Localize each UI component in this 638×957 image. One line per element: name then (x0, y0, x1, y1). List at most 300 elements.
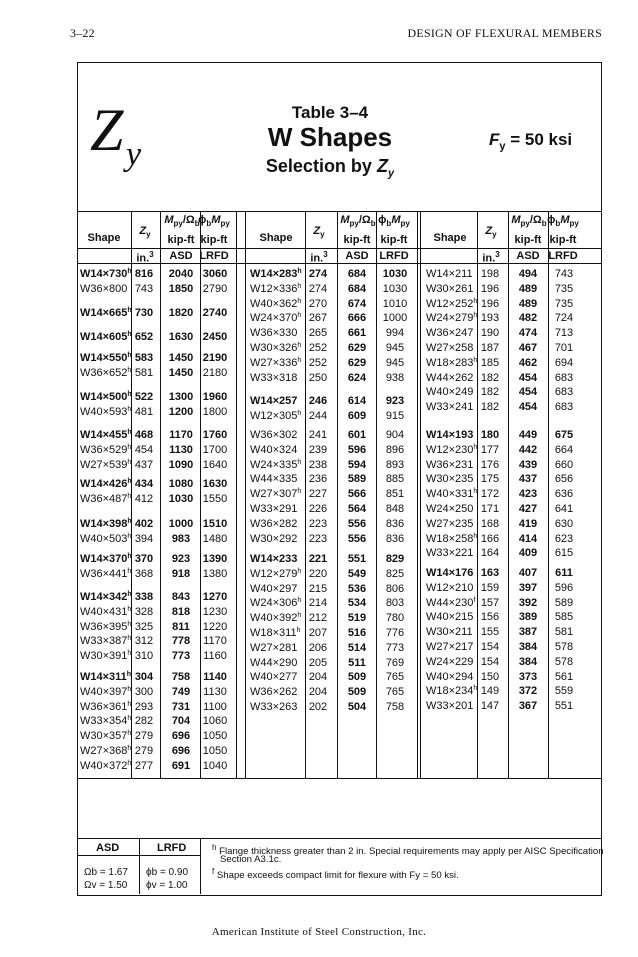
mpy-lrfd-value: 694 (554, 356, 574, 369)
mpy-lrfd-value: 1050 (202, 745, 228, 757)
shape-footnote-mark: h (127, 391, 132, 398)
table-row (250, 656, 417, 670)
shape-designation (426, 400, 473, 414)
mpy-lrfd-value: 765 (385, 671, 405, 684)
mpy-omega: /Ω (529, 214, 542, 226)
phi-b: ϕb = 0.90 (146, 867, 189, 878)
shape-name: W14×665 (80, 307, 128, 319)
mpy-asd-value: 489 (518, 297, 538, 310)
shape-designation (80, 670, 131, 684)
table-row (426, 443, 588, 457)
header-kipft-lrfd (195, 234, 233, 246)
yield-stress (489, 130, 572, 152)
mpy-asd-value: 1130 (169, 443, 193, 456)
zy-value: 293 (134, 700, 154, 713)
table-row (80, 458, 236, 472)
table-row (250, 611, 417, 625)
shape-footnote-mark: h (297, 356, 302, 364)
mpy-lrfd-value: 765 (385, 686, 405, 699)
shape-footnote-mark: h (473, 443, 478, 451)
shape-designation (250, 356, 301, 370)
mpy-lrfd-value: 1390 (202, 553, 228, 565)
shape-name: W12×230 (426, 443, 474, 456)
table-row (426, 684, 588, 698)
mpy-asd-value: 514 (347, 641, 367, 654)
zy-value: 223 (308, 517, 328, 530)
mpy-asd-value: 983 (171, 532, 191, 545)
shape-footnote-mark: h (126, 671, 132, 678)
mpy-lrfd-value: 713 (554, 327, 574, 340)
mpy-lrfd-value: 776 (385, 627, 405, 639)
subtitle-sub: y (387, 167, 395, 180)
mpy-lrfd-value: 769 (385, 656, 405, 669)
shape-name: W12×252 (426, 297, 474, 310)
mpy-asd-value: 923 (171, 553, 191, 565)
asd-text: ASD (345, 250, 369, 262)
shape-name: W14×370 (80, 553, 128, 565)
mpy-asd-value: 918 (171, 567, 191, 580)
shape-name: W40×331 (426, 488, 474, 501)
shape-designation (80, 649, 131, 663)
shape-designation (250, 685, 297, 699)
shape-footnote-mark: h (127, 352, 132, 359)
mpy-lrfd-value: 1800 (202, 405, 228, 418)
shape-designation (80, 267, 132, 281)
shape-designation (250, 582, 297, 596)
mpy-asd-value: 609 (347, 409, 367, 422)
mpy-lrfd-value: 1700 (202, 443, 228, 456)
mpy-lrfd-value: 630 (554, 517, 574, 530)
lrfd-text: LRFD (548, 250, 578, 262)
shape-designation (250, 656, 297, 670)
kipft-text: kip-ft (200, 234, 228, 246)
shape-name: W33×318 (250, 371, 298, 384)
table-row (80, 620, 236, 634)
shape-footnote-mark: h (127, 685, 132, 693)
table-row (80, 605, 236, 619)
table-row (80, 649, 236, 663)
shape-designation (426, 371, 473, 385)
mpy-lrfd-value: 915 (385, 409, 405, 422)
shape-designation (426, 670, 473, 684)
shape-name: W36×652 (80, 366, 128, 379)
shape-name: W18×283 (426, 356, 474, 369)
mpy-lrfd-value: 904 (385, 429, 405, 441)
zy-value: 274 (308, 268, 328, 280)
shape-footnote-mark: h (127, 553, 132, 560)
mpy-asd-value: 556 (347, 532, 367, 545)
shape-designation (426, 566, 473, 580)
table-row (426, 282, 588, 296)
header-zy-text: Z (139, 225, 147, 237)
header-divider-1 (77, 248, 602, 249)
header-zy (476, 225, 506, 239)
mpy-asd-value: 454 (518, 401, 538, 414)
mpy-asd-value: 661 (347, 327, 367, 340)
shape-designation (80, 759, 131, 773)
shape-name: W40×503 (80, 532, 128, 545)
shape-name: W27×258 (426, 342, 474, 354)
shape-designation (250, 394, 297, 408)
kipft-text: kip-ft (549, 234, 577, 246)
table-row (426, 341, 588, 355)
table-row (80, 552, 236, 566)
table-row (250, 311, 417, 325)
phi-v: ϕv = 1.00 (146, 880, 188, 891)
mpy-asd-value: 601 (347, 429, 367, 441)
footer-lrfd-label: LRFD (157, 842, 187, 854)
mpy-asd-value: 1820 (168, 307, 194, 319)
zy-value: 274 (308, 282, 328, 295)
mpy-lrfd-value: 636 (554, 488, 574, 501)
mpy-lrfd-value: 578 (554, 655, 574, 668)
shape-name: W14×500 (80, 391, 128, 403)
mpy-lrfd-value: 851 (385, 488, 405, 501)
footer-asd-label: ASD (96, 842, 120, 854)
shape-footnote-mark: h (297, 567, 302, 575)
zy-value: 176 (480, 458, 500, 471)
table-row (80, 405, 236, 419)
row-group (250, 428, 417, 546)
mpy-lrfd-value: 1220 (202, 620, 228, 633)
mpy-lrfd-value: 945 (385, 356, 405, 369)
shape-designation (250, 552, 297, 566)
lrfd-text: LRFD (199, 250, 229, 262)
shape-footnote-mark: h (297, 268, 302, 275)
shape-designation (80, 729, 131, 743)
table-row (426, 297, 588, 311)
mpy-lrfd-value: 683 (554, 386, 574, 399)
mpy-lrfd-value: 885 (385, 473, 405, 486)
shape-footnote-mark: h (127, 518, 132, 525)
mpy-lrfd-value: 1100 (203, 700, 227, 713)
shape-name: W36×800 (80, 282, 128, 295)
header-in3-text: in. (310, 252, 324, 265)
shape-footnote-mark: h (127, 492, 132, 500)
shape-footnote-mark: h (127, 715, 132, 723)
asd-text: ASD (516, 250, 540, 262)
mpy-asd-value: 843 (171, 591, 191, 603)
shape-footnote-mark: h (473, 488, 478, 496)
shape-name: W24×229 (426, 655, 474, 668)
table-row (80, 670, 236, 684)
header-shape-text: Shape (87, 232, 121, 244)
mpy-lrfd-value: 743 (554, 268, 574, 280)
shape-name: W44×230 (426, 596, 474, 609)
row-group (80, 306, 236, 321)
mpy-asd-value: 1080 (168, 478, 194, 490)
shape-designation (426, 546, 473, 560)
mpy-asd-value: 549 (347, 567, 367, 580)
table-row (80, 390, 236, 404)
mpy-lrfd-value: 724 (554, 312, 574, 325)
zy-value: 198 (480, 268, 500, 280)
table-row (426, 356, 588, 370)
zy-value: 177 (480, 443, 500, 456)
mpy-lrfd-value: 1030 (382, 282, 408, 295)
row-group (80, 267, 236, 297)
zy-value: 239 (308, 443, 328, 456)
factor-divider-right (200, 838, 201, 894)
shape-name: W12×305 (250, 409, 298, 422)
table-row (426, 532, 588, 546)
phi-sub: b (386, 219, 392, 229)
mpy-asd-value: 629 (347, 342, 367, 354)
mpy-lrfd-value: 581 (554, 626, 574, 639)
zy-value: 412 (134, 492, 154, 505)
header-asd (509, 250, 547, 262)
shape-name: W33×221 (426, 547, 474, 560)
zy-value: 522 (134, 391, 154, 403)
shape-footnote-mark: h (127, 650, 132, 658)
mpy-omega-sub: b (194, 219, 200, 229)
zy-value: 244 (308, 409, 328, 422)
mpy-lrfd-value: 848 (385, 503, 405, 515)
table-row (250, 341, 417, 355)
mpy-asd-value: 684 (347, 268, 367, 280)
mpy-omega: /Ω (182, 214, 195, 226)
mpy-lrfd-value: 1230 (202, 605, 228, 618)
zy-value: 159 (480, 581, 500, 594)
shape-name: W18×311 (250, 627, 297, 639)
phi-sub: b (555, 219, 561, 229)
kipft-text: kip-ft (380, 234, 408, 246)
header-lrfd (195, 250, 233, 262)
mpy-asd-value: 462 (518, 356, 538, 369)
shape-footnote-mark: f (473, 596, 476, 604)
row-group (80, 428, 236, 472)
zy-value: 190 (480, 327, 500, 340)
zy-value: 187 (480, 342, 500, 354)
row-group (250, 552, 417, 715)
shape-designation (250, 297, 301, 311)
shape-name: W40×431 (80, 605, 128, 618)
mpy-asd-value: 494 (518, 268, 538, 280)
phi-m: M (391, 214, 401, 226)
fy-value: = 50 ksi (505, 130, 573, 149)
shape-footnote-mark: h (297, 409, 302, 417)
zy-value: 180 (480, 429, 500, 441)
shape-designation (80, 700, 131, 714)
mpy-asd-value: 696 (171, 730, 191, 743)
header-kipft-asd (338, 234, 376, 246)
row-group (250, 394, 417, 424)
zy-value: 304 (134, 671, 154, 683)
table-row (250, 267, 417, 281)
shape-name: W14×311 (80, 671, 127, 683)
mpy-lrfd-value: 623 (554, 532, 574, 545)
shape-designation (250, 267, 302, 281)
zy-value: 207 (308, 627, 328, 639)
phi-m-sub: py (569, 219, 579, 229)
table-row (250, 582, 417, 596)
shape-footnote-mark: h (127, 567, 132, 575)
shape-name: W40×324 (250, 443, 298, 456)
mpy-asd-value: 624 (347, 371, 367, 384)
mpy-lrfd-value: 1640 (202, 458, 228, 471)
row-group (426, 566, 588, 714)
mpy-asd-value: 1450 (168, 366, 194, 379)
table-row (80, 590, 236, 604)
mpy-asd-value: 414 (518, 532, 538, 545)
header-kipft-lrfd (544, 234, 582, 246)
shape-footnote-mark: h (127, 429, 132, 436)
header-phi-mpy (195, 214, 233, 228)
table-row (250, 297, 417, 311)
shape-designation (80, 567, 131, 581)
shape-footnote-mark: h (297, 612, 302, 620)
table-row (426, 655, 588, 669)
mpy-asd-value: 1630 (168, 331, 194, 343)
shape-designation (80, 685, 131, 699)
header-phi-mpy (375, 214, 413, 228)
mpy-asd-value: 566 (347, 488, 367, 501)
column-divider (420, 211, 421, 779)
mpy-asd-value: 367 (518, 700, 538, 713)
table-row (80, 634, 236, 648)
table-row (80, 685, 236, 699)
mpy-lrfd-value: 923 (385, 395, 405, 407)
table-row (80, 282, 236, 296)
mpy-lrfd-value: 589 (554, 596, 574, 609)
mpy-asd-value: 551 (347, 553, 367, 565)
shape-name: W30×357 (80, 730, 128, 743)
zy-value: 238 (308, 458, 328, 471)
table-row (426, 487, 588, 501)
mpy-lrfd-value: 551 (554, 700, 574, 713)
header-in3 (476, 250, 506, 265)
shape-designation (426, 640, 473, 654)
table-row (250, 487, 417, 501)
fy-sub: y (499, 140, 506, 153)
shape-name: W12×210 (426, 581, 474, 594)
shape-name: W27×336 (250, 356, 298, 369)
mpy-lrfd-value: 1000 (382, 312, 408, 325)
mpy-asd-value: 556 (347, 517, 367, 530)
shape-designation (250, 282, 301, 296)
shape-footnote-mark: h (297, 342, 302, 349)
shape-name: W14×550 (80, 352, 128, 364)
table-row (80, 729, 236, 743)
mpy-lrfd-value: 1050 (202, 730, 228, 743)
table-row (250, 502, 417, 516)
zy-value: 236 (308, 473, 328, 486)
zy-value: 157 (480, 596, 500, 609)
mpy-asd-value: 749 (171, 685, 191, 698)
zy-value: 252 (308, 356, 328, 369)
zy-value: 310 (134, 650, 154, 663)
page-number: 3–22 (70, 26, 95, 40)
table-row (80, 759, 236, 773)
zy-value: 368 (134, 567, 154, 580)
zy-value: 282 (134, 715, 154, 728)
mpy-asd-value: 482 (518, 312, 538, 325)
mpy-asd-value: 419 (518, 517, 538, 530)
table-row (80, 714, 236, 728)
shape-designation (80, 351, 132, 365)
shape-footnote-mark: h (127, 458, 132, 466)
table-row (250, 670, 417, 684)
zy-value: 481 (134, 405, 154, 418)
mpy-lrfd-value: 1960 (202, 391, 228, 403)
zy-value: 252 (308, 342, 328, 354)
mpy-asd-value: 467 (518, 342, 538, 354)
mpy-lrfd-value: 893 (385, 458, 405, 471)
column-divider (245, 211, 246, 779)
table-row (80, 267, 236, 281)
mpy-lrfd-value: 994 (385, 327, 405, 340)
mpy-asd-value: 449 (518, 429, 538, 441)
mpy-sub: py (349, 219, 359, 229)
table-row (426, 267, 588, 281)
mpy-asd-value: 594 (347, 458, 367, 471)
shape-footnote-mark: h (127, 745, 132, 752)
mpy-asd-value: 454 (518, 386, 538, 399)
zy-value: 175 (480, 473, 500, 486)
shape-name: W14×730 (80, 268, 128, 280)
mpy-lrfd-value: 2790 (202, 282, 228, 295)
shape-name: W33×387 (80, 635, 128, 648)
mpy-lrfd-value: 1030 (382, 268, 408, 280)
shape-name: W18×258 (426, 532, 474, 545)
table-row (426, 385, 588, 399)
mpy-asd-value: 454 (518, 371, 538, 384)
shape-footnote-mark: h (297, 597, 302, 605)
mpy-lrfd-value: 2180 (202, 366, 228, 379)
shape-name: W40×593 (80, 405, 128, 418)
mpy-asd-value: 516 (347, 627, 367, 639)
row-group (80, 670, 236, 774)
zy-value: 168 (480, 517, 500, 530)
mpy-lrfd-value: 1550 (202, 492, 228, 505)
table-row (80, 366, 236, 380)
mpy-asd-value: 1170 (169, 429, 193, 441)
mpy-asd-value: 397 (518, 581, 538, 594)
shape-name: W14×233 (250, 553, 298, 565)
mpy-lrfd-value: 578 (554, 641, 574, 653)
shape-designation (250, 611, 301, 625)
zy-value: 196 (480, 297, 500, 310)
row-group (426, 267, 588, 415)
mpy-lrfd-value: 735 (554, 297, 574, 310)
mpy-asd-value: 773 (171, 650, 191, 663)
mpy-asd-value: 589 (347, 473, 367, 486)
table-row (250, 443, 417, 457)
header-mpy-asd (338, 214, 378, 228)
mpy-asd-value: 509 (347, 686, 367, 699)
mpy-omega-sub: b (541, 219, 547, 229)
shape-name: W30×326 (250, 342, 298, 354)
mpy-asd-value: 1030 (168, 492, 194, 505)
shape-designation (80, 477, 132, 491)
table-row (426, 502, 588, 516)
shape-designation (80, 390, 132, 404)
header-kipft-lrfd (375, 234, 413, 246)
header-in3-sup: 3 (495, 250, 500, 259)
table-row (80, 477, 236, 491)
shape-name: W33×201 (426, 700, 474, 713)
mpy-asd-value: 596 (347, 443, 367, 456)
factor-divider-v (139, 838, 140, 894)
mpy-asd-value: 384 (518, 641, 538, 653)
zy-value: 182 (480, 386, 500, 399)
shape-name: W14×283 (250, 268, 298, 280)
footnote-h-text: Flange thickness greater than 2 in. Special requirements may apply per AISC Specification (216, 846, 604, 858)
shape-designation (80, 620, 131, 634)
table-row (426, 625, 588, 639)
zy-value: 220 (308, 567, 328, 580)
mpy-lrfd-value: 701 (554, 342, 574, 354)
